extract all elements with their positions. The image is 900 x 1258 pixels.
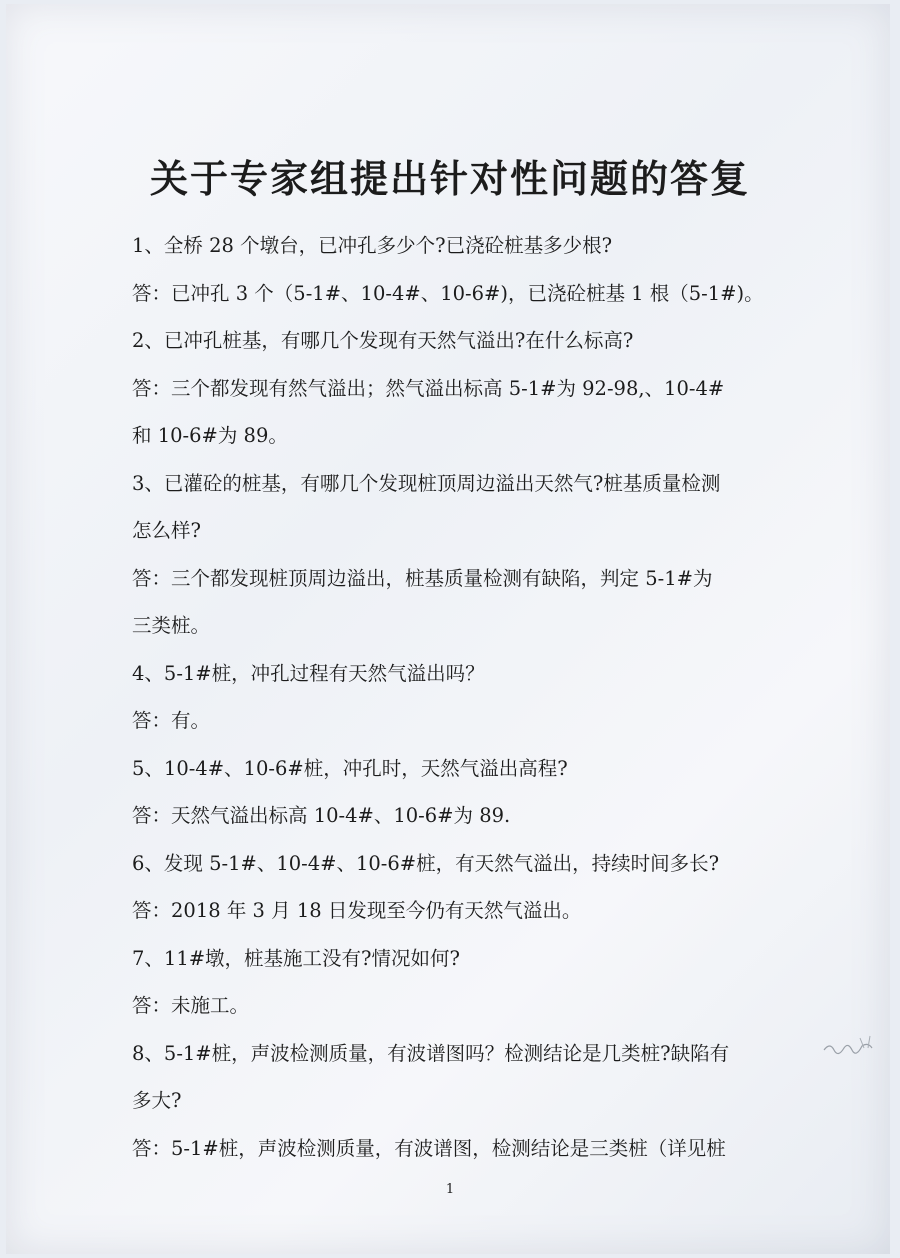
question-3: 3、已灌砼的桩基，有哪几个发现桩顶周边溢出天然气?桩基质量检测 xyxy=(132,471,721,495)
page-title: 关于专家组提出针对性问题的答复 xyxy=(149,157,750,201)
question-8-cont: 多大? xyxy=(132,1089,182,1112)
answer-6: 答：2018 年 3 月 18 日发现至今仍有天然气溢出。 xyxy=(132,899,582,922)
pencil-scribble-mark xyxy=(820,1030,890,1060)
question-4: 4、5-1#桩，冲孔过程有天然气溢出吗？ xyxy=(132,661,485,685)
answer-5: 答：天然气溢出标高 10-4#、10-6#为 89. xyxy=(132,804,511,827)
answer-3-cont: 三类桩。 xyxy=(132,614,211,637)
page-number: 1 xyxy=(445,1182,455,1197)
answer-7: 答：未施工。 xyxy=(132,994,250,1017)
question-6: 6、发现 5-1#、10-4#、10-6#桩，有天然气溢出，持续时间多长? xyxy=(132,851,720,875)
answer-3: 答：三个都发现桩顶周边溢出，桩基质量检测有缺陷，判定 5-1#为 xyxy=(132,566,713,590)
question-3-cont: 怎么样? xyxy=(132,519,201,542)
question-2: 2、已冲孔桩基，有哪几个发现有天然气溢出?在什么标高? xyxy=(132,329,634,352)
question-5: 5、10-4#、10-6#桩，冲孔时，天然气溢出高程? xyxy=(132,756,568,780)
answer-2: 答：三个都发现有然气溢出；然气溢出标高 5-1#为 92-98,、10-4# xyxy=(132,376,725,400)
question-7: 7、11#墩，桩基施工没有?情况如何? xyxy=(132,946,460,970)
document-body xyxy=(132,226,772,1176)
answer-4: 答：有。 xyxy=(132,709,211,732)
question-1: 1、全桥 28 个墩台，已冲孔多少个?已浇砼桩基多少根? xyxy=(132,234,613,257)
question-8: 8、5-1#桩，声波检测质量，有波谱图吗？检测结论是几类桩?缺陷有 xyxy=(132,1041,730,1065)
answer-1: 答：已冲孔 3 个（5-1#、10-4#、10-6#)，已浇砼桩基 1 根（5-1#)。 xyxy=(132,281,764,305)
answer-8: 答：5-1#桩，声波检测质量，有波谱图，检测结论是三类桩（详见桩 xyxy=(132,1136,726,1160)
answer-2-cont: 和 10-6#为 89。 xyxy=(132,424,288,447)
